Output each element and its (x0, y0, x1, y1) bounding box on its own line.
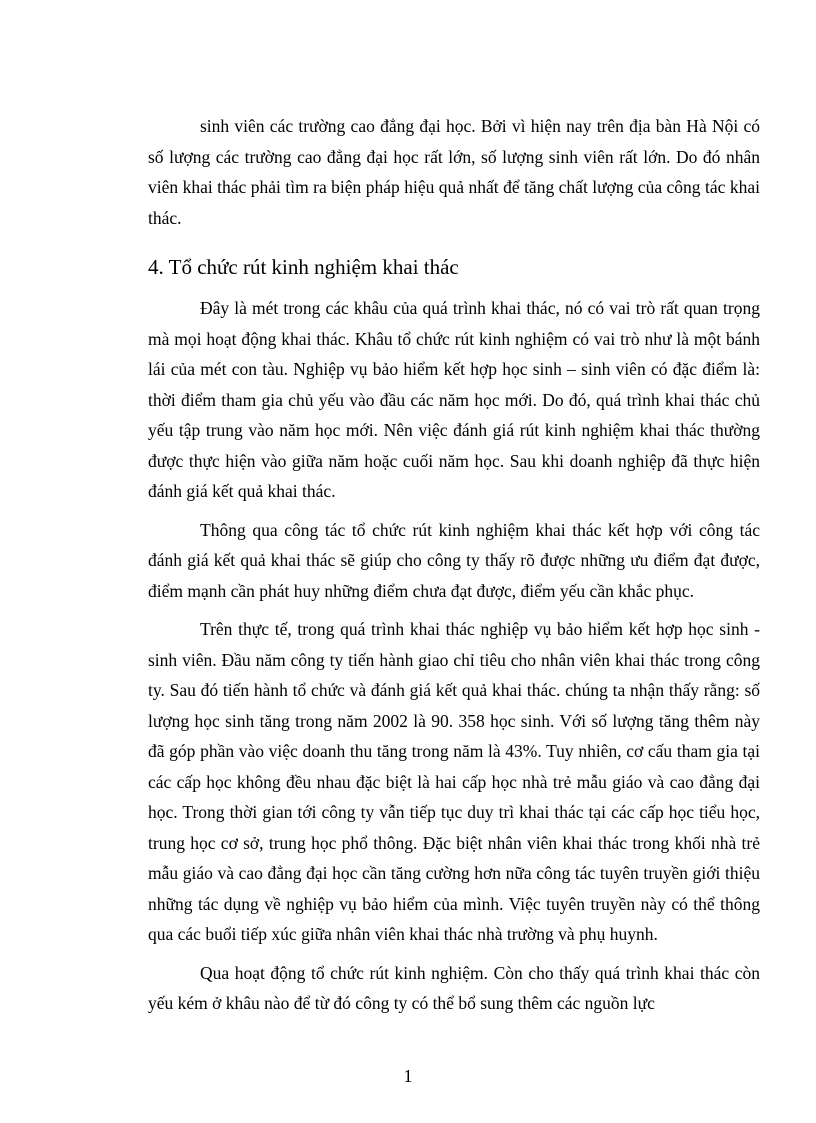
paragraph-2: Thông qua công tác tổ chức rút kinh nghiệm khai thác kết hợp với công tác đánh giá kết quả khai thác sẽ giúp cho công ty thấy rõ được những ưu điểm đạt được, điểm mạnh cần phát huy những điểm chưa đạt được, điểm yếu cần khắc phục. (148, 519, 760, 601)
paragraph-3: Trên thực tế, trong quá trình khai thác nghiệp vụ bảo hiểm kết hợp học sinh - sinh viên. Đầu năm công ty tiến hành giao chỉ tiêu cho nhân viên khai thác trong công ty. Sau đó tiến hành tổ chức và đánh giá kết quả khai thác. chúng ta nhận thấy rằng: số lượng học sinh tăng trong năm 2002 là 90. 358 học sinh. Với số lượng tăng thêm này đã góp phần vào việc doanh thu tăng trong năm là 43%. Tuy nhiên, cơ cấu tham gia tại các cấp học không đều nhau đặc biệt là hai cấp học nhà trẻ mẫu giáo và cao đẳng đại học. Trong thời gian tới công ty vẫn tiếp tục duy trì khai thác tại các cấp học tiểu học, trung học cơ sở, trung học phổ thông. Đặc biệt nhân viên khai thác trong khối nhà trẻ mẫu giáo và cao đẳng đại học cần tăng cường hơn nữa công tác tuyên truyền giới thiệu những tác dụng về nghiệp vụ bảo hiểm của mình. Việc tuyên truyền này có thể thông qua các buổi tiếp xúc giữa nhân viên khai thác nhà trường và phụ huynh. (148, 619, 760, 944)
paragraph-continued: sinh viên các trường cao đẳng đại học. Bởi vì hiện nay trên địa bàn Hà Nội có số lượng các trường cao đẳng đại học rất lớn, số lượng sinh viên rất lớn. Do đó nhân viên khai thác phải tìm ra biện pháp hiệu quả nhất để tăng chất lượng của công tác khai thác. (148, 116, 760, 228)
paragraph-1: Đây là mét trong các khâu của quá trình khai thác, nó có vai trò rất quan trọng mà mọi hoạt động khai thác. Khâu tổ chức rút kinh nghiệm có vai trò như là một bánh lái của mét con tàu. Nghiệp vụ bảo hiểm kết hợp học sinh – sinh viên có đặc điểm là: thời điểm tham gia chủ yếu vào đầu các năm học mới. Do đó, quá trình khai thác chủ yếu tập trung vào năm học mới. Nên việc đánh giá rút kinh nghiệm khai thác thường được thực hiện vào giữa năm hoặc cuối năm học. Sau khi doanh nghiệp đã thực hiện đánh giá kết quả khai thác. (148, 298, 760, 501)
paragraph-4: Qua hoạt động tổ chức rút kinh nghiệm. Còn cho thấy quá trình khai thác còn yếu kém ở khâu nào để từ đó công ty có thể bổ sung thêm các nguồn lực (148, 962, 760, 1013)
page-number: 1 (403, 1066, 413, 1086)
document-page (148, 111, 760, 1019)
section-heading: 4. Tổ chức rút kinh nghiệm khai thác (148, 255, 459, 279)
